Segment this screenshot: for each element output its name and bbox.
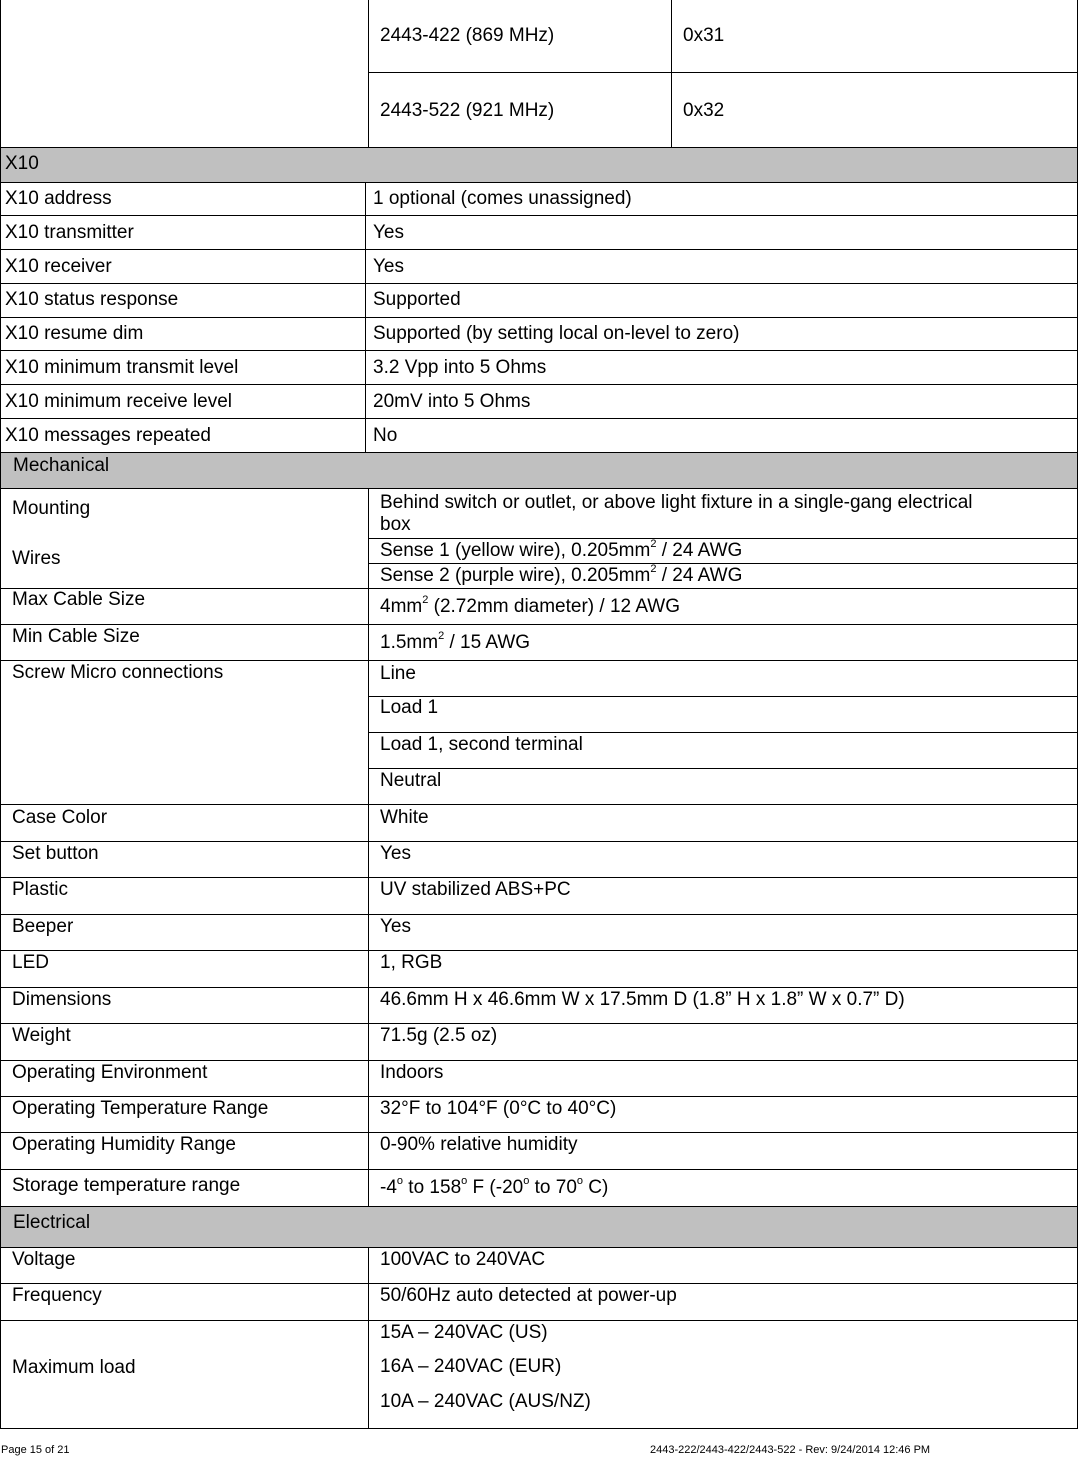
- mech-label: Operating Environment: [12, 1062, 208, 1083]
- max-load-line: 16A – 240VAC (EUR): [380, 1356, 562, 1377]
- mech-label: Weight: [12, 1025, 71, 1046]
- x10-value: Supported (by setting local on-level to zero): [373, 323, 740, 344]
- section-x10-heading: X10: [1, 148, 1077, 182]
- x10-value: 3.2 Vpp into 5 Ohms: [373, 357, 547, 378]
- min-cable-value: $1.5mm^2 / 15$ AWG: [380, 629, 531, 653]
- mech-value: 71.5g (2.5 oz): [380, 1025, 498, 1046]
- mounting-label: Mounting: [12, 498, 91, 519]
- mech-value: Indoors: [380, 1062, 444, 1083]
- x10-value: Yes: [373, 256, 404, 277]
- storage-value: -4$^o$ to 158$^o$ F (-20$^o$ to 70$^o$ C): [380, 1174, 609, 1198]
- mech-value: 32°F to 104°F (0°C to 40°C): [380, 1098, 617, 1119]
- wires-sense1: Sense 1 (yellow wire), $0.205mm^2 / 24$ AWG: [380, 537, 743, 561]
- x10-label: X10 transmitter: [5, 222, 134, 243]
- max-cable-value: $4mm^2$ (2.72mm diameter) / 12 AWG: [380, 593, 681, 617]
- mech-label: Operating Temperature Range: [12, 1098, 269, 1119]
- section-electrical-heading: Electrical: [1, 1207, 1077, 1247]
- x10-label: X10 resume dim: [5, 323, 144, 344]
- x10-label: X10 minimum receive level: [5, 391, 233, 412]
- wires-sense2: Sense 2 (purple wire), $0.205mm^2 / 24$ AWG: [380, 562, 743, 586]
- max-load-label: Maximum load: [12, 1357, 136, 1378]
- max-load-line: 15A – 240VAC (US): [380, 1322, 548, 1343]
- code-921: 0x32: [683, 100, 725, 121]
- mech-label: LED: [12, 952, 49, 973]
- storage-label: Storage temperature range: [12, 1175, 241, 1196]
- elec-label: Frequency: [12, 1285, 102, 1306]
- mech-label: Operating Humidity Range: [12, 1134, 236, 1155]
- x10-label: X10 minimum transmit level: [5, 357, 239, 378]
- mech-value: Yes: [380, 843, 411, 864]
- max-load-line: 10A – 240VAC (AUS/NZ): [380, 1391, 591, 1412]
- x10-label: X10 status response: [5, 289, 179, 310]
- x10-value: Supported: [373, 289, 461, 310]
- screw-item: Neutral: [380, 770, 442, 791]
- x10-value: No: [373, 425, 398, 446]
- elec-label: Voltage: [12, 1249, 76, 1270]
- screw-label: Screw Micro connections: [12, 662, 224, 683]
- screw-item: Line: [380, 663, 416, 684]
- footer-page-number: Page 15 of 21: [1, 1444, 70, 1456]
- x10-label: X10 receiver: [5, 256, 112, 277]
- mech-value: UV stabilized ABS+PC: [380, 879, 571, 900]
- footer-revision: 2443-222/2443-422/2443-522 - Rev: 9/24/2014 12:46 PM: [650, 1444, 931, 1456]
- x10-label: X10 messages repeated: [5, 425, 211, 446]
- model-921: 2443-522 (921 MHz): [380, 100, 555, 121]
- mech-label: Case Color: [12, 807, 108, 828]
- screw-item: Load 1: [380, 697, 439, 718]
- mech-label: Dimensions: [12, 989, 112, 1010]
- wires-label: Wires: [12, 548, 61, 569]
- x10-value: 20mV into 5 Ohms: [373, 391, 531, 412]
- max-cable-label: Max Cable Size: [12, 589, 146, 610]
- model-869: 2443-422 (869 MHz): [380, 25, 555, 46]
- mech-value: 46.6mm H x 46.6mm W x 17.5mm D (1.8” H x 1.8” W x 0.7” D): [380, 989, 905, 1010]
- code-869: 0x31: [683, 25, 725, 46]
- mech-value: White: [380, 807, 429, 828]
- min-cable-label: Min Cable Size: [12, 626, 140, 647]
- mech-value: 0-90% relative humidity: [380, 1134, 578, 1155]
- section-mechanical-heading: Mechanical: [1, 453, 1077, 488]
- x10-label: X10 address: [5, 188, 112, 209]
- elec-value: 100VAC to 240VAC: [380, 1249, 546, 1270]
- elec-value: 50/60Hz auto detected at power-up: [380, 1285, 677, 1306]
- x10-value: Yes: [373, 222, 404, 243]
- mounting-value: Behind switch or outlet, or above light fixture in a single-gang electrical box: [380, 492, 973, 535]
- mech-value: 1, RGB: [380, 952, 443, 973]
- mech-label: Plastic: [12, 879, 68, 900]
- screw-item: Load 1, second terminal: [380, 734, 583, 755]
- mech-label: Set button: [12, 843, 99, 864]
- mech-value: Yes: [380, 916, 411, 937]
- mech-label: Beeper: [12, 916, 74, 937]
- x10-value: 1 optional (comes unassigned): [373, 188, 632, 209]
